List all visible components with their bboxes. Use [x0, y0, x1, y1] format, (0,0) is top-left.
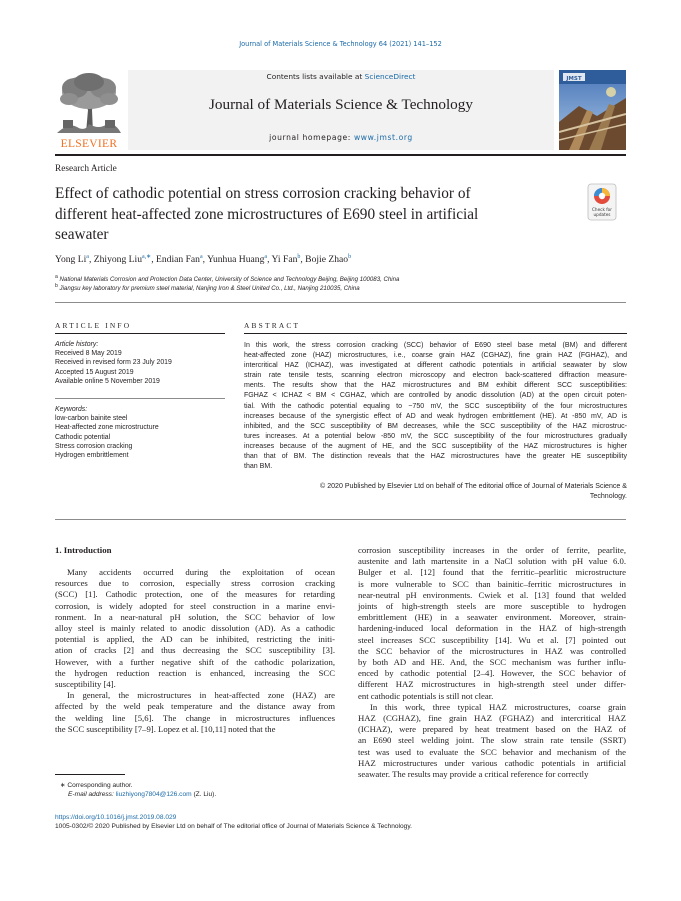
body-text-line: steel increases SCC susceptibility [14]. Wu et al. [7] pointed out — [358, 634, 626, 645]
body-text-line: corrosion, is widely adopted for steel construction in a marine envi- — [55, 600, 335, 611]
abstract-line: than that of BM. The distinction reveals that the HAZ microstructures have the greater HE susceptibility — [244, 453, 627, 461]
cover-label: JMST — [566, 76, 582, 82]
authors-rule — [55, 302, 626, 303]
body-text-line: an E690 steel welding joint. The slow strain rate tensile (SSRT) — [358, 735, 626, 746]
keyword[interactable]: low-carbon bainite steel — [55, 415, 128, 423]
title-line: seawater — [55, 226, 109, 243]
keywords-rule — [55, 398, 225, 399]
title-line: Effect of cathodic potential on stress corrosion cracking behavior of — [55, 185, 471, 202]
check-for-updates-button[interactable] — [582, 183, 622, 221]
title-line: different heat-affected zone microstructures of E690 steel in artificial — [55, 205, 479, 223]
body-text-line: affected by the weld peak temperature and the distance away from — [55, 701, 335, 712]
abstract-line: tures increases. At a potential below -850 mV, the SCC susceptibility of the four microstructures gradually — [244, 432, 627, 440]
contents-line — [128, 72, 554, 81]
body-text-line: potential is applied, the AD can be inhibited, restricting the initi- — [55, 634, 335, 645]
body-text-line: austenite and lath martensite in a NaCl solution with pH value 6.0. — [358, 556, 626, 567]
body-text-line: near-neutral pH environments. Cwiek et al. [13] found that welded — [358, 589, 626, 600]
affiliation: $^b$ Jiangsu key laboratory for premium steel material, Nanjing Iron & Steel United Co., Ltd., Nanjing 210035, China — [55, 283, 360, 293]
body-text-line: ronment. In a near-natural pH solution, the SCC behavior of low — [55, 611, 335, 622]
abstract-line: strain rate tensile tests, scanning electron microscopy and electron back-scattered diffraction measure- — [244, 372, 627, 380]
article-type: Research Article — [55, 164, 117, 174]
journal-name: Journal of Materials Science & Technology — [209, 96, 473, 113]
keyword[interactable]: Cathodic potential — [55, 433, 111, 441]
introduction-heading: 1. Introduction — [55, 545, 112, 555]
abstract-line: than BM. — [244, 463, 273, 471]
abstract-line: increases because of the synergistic effect of AD and weak hydrogen embrittlement (HE). At -850 mV, AD is — [244, 412, 627, 420]
elsevier-tree-icon — [55, 72, 123, 134]
author[interactable]: Bojie Zhao$^b$ — [305, 254, 352, 266]
history-item: Available online 5 November 2019 — [55, 377, 160, 385]
body-text-line: (SCC) [1]. Cathodic protection, one of the measures for retarding — [55, 589, 335, 600]
body-text-line: Many accidents occurred during the exploitation of ocean — [67, 567, 335, 577]
journal-cover-icon — [559, 70, 626, 150]
history-item: Received in revised form 23 July 2019 — [55, 359, 172, 367]
author[interactable]: Yi Fan$^b$ — [271, 254, 301, 266]
body-text-line: the hydrogen reduction reaction is enhanced, increasing the SCC — [55, 667, 335, 678]
keywords-label: Keywords: — [55, 406, 88, 413]
footnote-mark: ∗ — [60, 782, 66, 789]
homepage-prefix: journal homepage: — [269, 133, 354, 142]
doi-link[interactable]: https://doi.org/10.1016/j.jmst.2019.08.029 — [55, 814, 177, 821]
author[interactable]: Endian Fan$^a$ — [156, 254, 203, 266]
history-item: Received 8 May 2019 — [55, 350, 122, 358]
keyword[interactable]: Stress corrosion cracking — [55, 442, 133, 450]
body-text-line: corrosion susceptibility increases in the order of ferrite, pearlite, — [358, 545, 626, 555]
body-text-line: enced by cathodic potential [2–4]. However, the SCC behavior of — [358, 668, 626, 679]
body-text-line: ent cathodic potentials is still not clear. — [358, 690, 494, 701]
body-text-line: the SCC susceptibility [7–9]. Lopez et al. [10,11] noted that the — [55, 723, 276, 734]
abstract-line: inhibited, and the SCC susceptibility of BM decreases, while the SCC susceptibility of the HAZ microstruc- — [244, 422, 627, 430]
abstract-rule — [244, 333, 627, 334]
body-text-line: by both AD and HE. And, the SCC mechanism was further influ- — [358, 657, 626, 668]
email-label: E-mail address: — [68, 791, 116, 798]
keywords — [55, 405, 225, 460]
email-link[interactable]: liuzhiyong7804@126.com — [115, 791, 192, 798]
body-text-line: seawater. The results may provide a critical reference for correctly — [358, 769, 589, 780]
right-column-text — [358, 545, 626, 780]
body-text-line: joints of high-strength steels are more susceptible to hydrogen — [358, 601, 626, 612]
body-text-line: different HAZ microstructures in high-strength steel under differ- — [358, 679, 626, 690]
body-text-line: susceptibility [4]. — [55, 679, 116, 690]
body-text-line: the welding line [5,6]. The change in microstructures influences — [55, 712, 335, 723]
body-text-line: resources due to corrosion, especially stress corrosion cracking — [55, 578, 335, 589]
body-text-line: HAZ microstructures under various cathodic potentials in artificial — [358, 757, 626, 768]
body-text-line: embrittlement (HE) in a seawater environment. Moreover, strain- — [358, 612, 626, 623]
body-text-line: ation of cracks [2] and thus decreasing the SCC susceptibility [3]. — [55, 645, 335, 656]
email-suffix: (Z. Liu). — [191, 791, 217, 798]
abstract-heading: ABSTRACT — [244, 321, 301, 330]
journal-cover-image[interactable] — [559, 70, 626, 150]
body-text-line: alloy steel is mainly related to anodic dissolution (AD). As a cathodic — [55, 623, 335, 634]
keyword[interactable]: Heat-affected zone microstructure — [55, 424, 159, 432]
corresponding-label: Corresponding author. — [67, 782, 133, 789]
abstract-line: increases because of the augment of HE, and the SCC susceptibility of the HAZ microstructures is higher — [244, 442, 627, 450]
abstract-line: heat-affected zone (HAZ) microstructures, i.e., coarse grain HAZ (CGHAZ), fine grain HAZ (FGHAZ), and — [244, 352, 627, 360]
abstract-body — [244, 341, 627, 472]
bottom-copyright: 1005-0302/© 2020 Published by Elsevier Ltd on behalf of The editorial office of Journal of Materials Science & Technology. — [55, 823, 412, 830]
left-column-text — [55, 567, 335, 735]
corresponding-footnote — [60, 781, 330, 799]
article-history — [55, 340, 225, 386]
contents-prefix: Contents lists available at — [266, 72, 365, 81]
check-for-updates-icon — [582, 183, 622, 221]
journal-header — [55, 70, 626, 150]
author[interactable]: Yong Li$^a$ — [55, 254, 89, 266]
abstract-bottom-rule — [55, 519, 626, 520]
abstract-line: tial. With the cathodic potential equaling to −750 mV, the SCC susceptibility of the four microstructures — [244, 402, 627, 410]
journal-citation[interactable]: Journal of Materials Science & Technology 64 (2021) 141–152 — [239, 40, 442, 48]
info-rule — [55, 333, 225, 334]
abstract-line: In this work, the stress corrosion cracking (SCC) behavior of E690 steel base metal (BM) and different — [244, 342, 627, 349]
history-item: Accepted 15 August 2019 — [55, 368, 134, 376]
abstract-line: FGHAZ < ICHAZ < BM < CGHAZ, which are controlled by anodic dissolution (AD) at the open circuit poten- — [244, 392, 627, 400]
body-text-line: test was used to evaluate the SCC behavior and mechanism of the — [358, 746, 626, 757]
homepage-link[interactable]: www.jmst.org — [353, 133, 413, 142]
body-text-line: (ICHAZ), were prepared by heat treatment based on the HAZ of — [358, 724, 626, 735]
author-list: Yong Li$^a$, Zhiyong Liu$^{a,∗}$, Endian Fan$^a$, Yunhua Huang$^a$, Yi Fan$^b$, Bojie Zhao$^b$ — [55, 254, 352, 266]
body-text-line: Bulger et al. [12] found that the ferritic–pearlitic microstructure — [358, 567, 626, 578]
body-text-line: hardening-induced local deformation in the HAZ of high-strength — [358, 623, 626, 634]
author[interactable]: Zhiyong Liu$^{a,∗}$ — [93, 254, 152, 266]
body-text-line: HAZ (CGHAZ), fine grain HAZ (FGHAZ) and intercritical HAZ — [358, 713, 626, 724]
body-text-line: In general, the microstructures in heat-affected zone (HAZ) are — [67, 690, 335, 701]
journal-info-box — [128, 70, 554, 150]
homepage-line — [128, 133, 554, 142]
header-rule — [55, 154, 626, 156]
footnote-rule — [55, 774, 125, 775]
body-text-line: the SCC behavior of the microstructures in HAZ was controlled — [358, 645, 626, 656]
abstract-line: ments. The results show that the HAZ microstructures and BM exhibit different SCC susceptibilities: — [244, 382, 627, 390]
author[interactable]: Yunhua Huang$^a$ — [207, 254, 268, 266]
check-label-2: updates — [593, 212, 611, 217]
abstract-copyright: © 2020 Published by Elsevier Ltd on behalf of The editorial office of Journal of Materials Science & Technology. — [320, 483, 627, 501]
elsevier-logo[interactable] — [55, 72, 123, 150]
keyword[interactable]: Hydrogen embrittlement — [55, 452, 129, 460]
abstract-line: intercritical HAZ (ICHAZ), was investigated at different cathodic potentials in artificial seawater by slow — [244, 362, 627, 370]
article-title — [55, 184, 575, 246]
body-text-line: However, with a further negative shift of the cathodic polarization, — [55, 656, 335, 667]
affiliation: $^a$ National Materials Corrosion and Protection Data Center, University of Science and Technology Beijing, Beijing 100083, China — [55, 274, 400, 284]
body-text-line: In this work, three typical HAZ microstructures, coarse grain — [370, 701, 626, 712]
elsevier-wordmark: ELSEVIER — [60, 138, 118, 150]
check-label-1: Check for — [592, 207, 612, 212]
sciencedirect-link[interactable]: ScienceDirect — [364, 72, 416, 81]
article-info-heading: ARTICLE INFO — [55, 321, 132, 330]
body-text-line: is more vulnerable to SCC than bainitic–ferritic microstructures in — [358, 578, 626, 589]
history-label: Article history: — [55, 341, 99, 348]
